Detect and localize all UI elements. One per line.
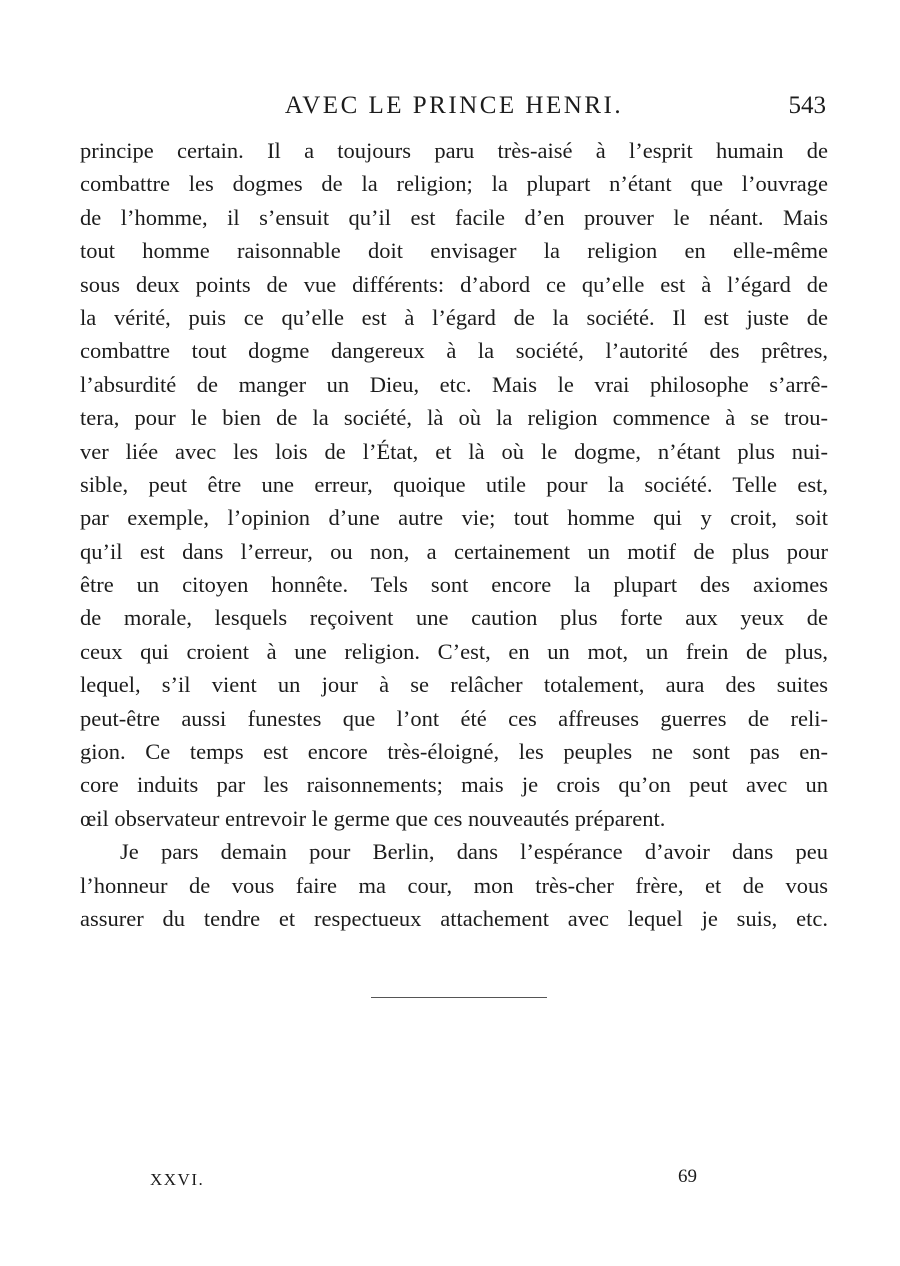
text-line: gion. Ce temps est encore très-éloigné, les peuples ne sont pas en- <box>80 739 828 765</box>
text-line: ver liée avec les lois de l’État, et là où le dogme, n’étant plus nui- <box>80 438 828 464</box>
text-line: tera, pour le bien de la société, là où la religion commence à se trou- <box>80 405 828 431</box>
text-line: par exemple, l’opinion d’une autre vie; tout homme qui y croit, soit <box>80 505 828 531</box>
text-line: ceux qui croient à une religion. C’est, en un mot, un frein de plus, <box>80 638 828 664</box>
text-line: sible, peut être une erreur, quoique utile pour la société. Telle est, <box>80 471 828 497</box>
text-line: œil observateur entrevoir le germe que ces nouveautés préparent. <box>80 805 666 831</box>
running-head <box>80 88 828 124</box>
text-line: peut-être aussi funestes que l’ont été ces affreuses guerres de reli- <box>80 705 828 731</box>
text-line: assurer du tendre et respectueux attachement avec lequel je suis, etc. <box>80 905 828 931</box>
text-line: être un citoyen honnête. Tels sont encore la plupart des axiomes <box>80 572 828 598</box>
signature-mark: XXVI. <box>150 1170 205 1189</box>
text-line: principe certain. Il a toujours paru très-aisé à l’esprit humain de <box>80 138 828 163</box>
text-line: core induits par les raisonnements; mais je crois qu’on peut avec un <box>80 772 828 798</box>
text-line: l’honneur de vous faire ma cour, mon très-cher frère, et de vous <box>80 872 828 898</box>
text-line: sous deux points de vue différents: d’abord ce qu’elle est à l’égard de <box>80 271 828 297</box>
text-line: de morale, lesquels reçoivent une caution plus forte aux yeux de <box>80 605 828 631</box>
text-line: la vérité, puis ce qu’elle est à l’égard de la société. Il est juste de <box>80 304 828 330</box>
text-line: de l’homme, il s’ensuit qu’il est facile d’en prouver le néant. Mais <box>80 204 828 230</box>
text-line: l’absurdité de manger un Dieu, etc. Mais le vrai philosophe s’arrê- <box>80 371 828 397</box>
running-title: AVEC LE PRINCE HENRI. <box>284 92 624 119</box>
text-line: qu’il est dans l’erreur, ou non, a certainement un motif de plus pour <box>80 538 828 564</box>
text-line: lequel, s’il vient un jour à se relâcher totalement, aura des suites <box>80 672 828 698</box>
paragraph-1 <box>80 134 828 835</box>
page-number: 543 <box>788 92 826 119</box>
text-line: tout homme raisonnable doit envisager la religion en elle-même <box>80 238 828 264</box>
text-body <box>80 134 828 935</box>
section-divider <box>371 997 547 998</box>
text-line: Je pars demain pour Berlin, dans l’espérance d’avoir dans peu <box>120 839 828 865</box>
sheet-number: 69 <box>678 1166 697 1187</box>
text-line: combattre tout dogme dangereux à la société, l’autorité des prêtres, <box>80 338 828 364</box>
paragraph-2 <box>80 835 828 935</box>
text-line: combattre les dogmes de la religion; la plupart n’étant que l’ouvrage <box>80 171 828 197</box>
